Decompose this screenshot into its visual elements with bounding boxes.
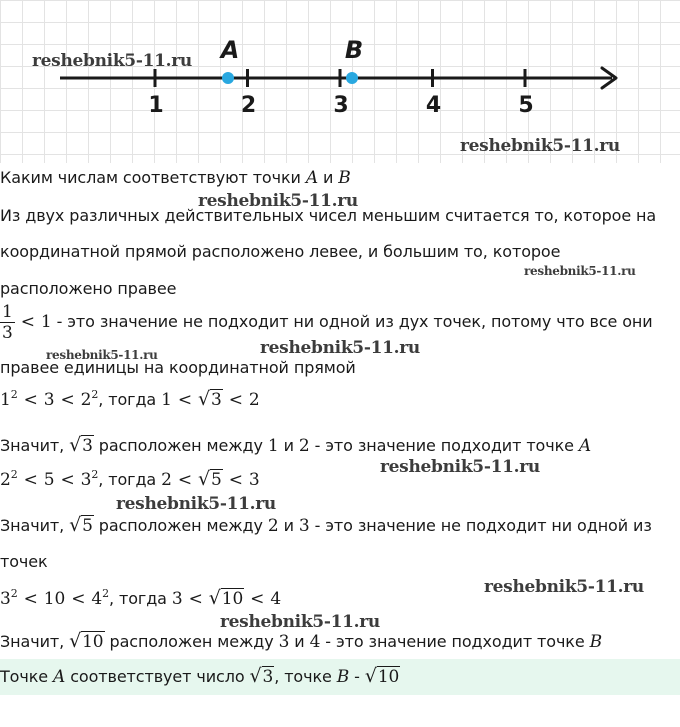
less-than-sign: < bbox=[23, 470, 38, 490]
watermark: reshebnik5-11.ru bbox=[524, 264, 636, 278]
between-text: расположен между bbox=[93, 516, 268, 535]
conclusion-sqrt5 bbox=[0, 514, 652, 536]
rule-line-1: Из двух различных действительных чисел меньшим считается то, которое на bbox=[0, 206, 657, 225]
sqrt-icon: √ bbox=[69, 434, 82, 456]
exponent: 2 bbox=[10, 587, 18, 600]
math-number: 1 bbox=[40, 312, 52, 332]
math-number: 2 bbox=[161, 470, 172, 490]
point-b-dot bbox=[346, 72, 358, 84]
exponent: 2 bbox=[91, 388, 99, 401]
fraction-one-third bbox=[0, 302, 15, 343]
math-number: 3 bbox=[248, 470, 260, 490]
math-var-b: B bbox=[589, 632, 602, 652]
point-a-label: A bbox=[220, 36, 240, 64]
conclusion-text: Значит, bbox=[0, 516, 70, 535]
fraction-numerator: 1 bbox=[2, 302, 13, 322]
less-than-sign: < bbox=[228, 390, 243, 410]
conclusion-sqrt3 bbox=[0, 434, 591, 456]
answer-text: , точке bbox=[274, 667, 337, 686]
radicand: 3 bbox=[211, 390, 222, 410]
watermark: reshebnik5-11.ru bbox=[484, 577, 644, 597]
fraction-explanation: - это значение не подходит ни одной из дух точек, потому что все они bbox=[51, 312, 653, 331]
sqrt-10 bbox=[69, 632, 104, 652]
math-number: 2 bbox=[248, 390, 260, 410]
radicand: 10 bbox=[221, 589, 244, 609]
fits-text: - это значение подходит точке bbox=[309, 436, 579, 455]
answer-dash: - bbox=[349, 667, 365, 686]
watermark: reshebnik5-11.ru bbox=[380, 457, 540, 477]
sqrt-3 bbox=[250, 667, 275, 687]
sqrt-icon: √ bbox=[69, 630, 82, 652]
math-number: 2 bbox=[80, 390, 92, 410]
less-than-sign: < bbox=[23, 589, 38, 609]
sqrt-10 bbox=[209, 589, 244, 609]
math-number: 3 bbox=[298, 516, 310, 536]
point-b-label: B bbox=[344, 36, 364, 64]
inequality-sqrt3 bbox=[0, 388, 260, 410]
answer-line bbox=[0, 665, 400, 687]
conclusion-sqrt10 bbox=[0, 630, 602, 652]
math-var-b: B bbox=[338, 168, 351, 188]
watermark: reshebnik5-11.ru bbox=[32, 51, 192, 71]
watermark: reshebnik5-11.ru bbox=[260, 338, 420, 358]
conclusion-text: Значит, bbox=[0, 632, 70, 651]
fraction-denominator: 3 bbox=[2, 323, 13, 343]
axis-tick-label: 1 bbox=[148, 93, 164, 118]
math-number: 3 bbox=[0, 589, 11, 609]
sqrt-3 bbox=[69, 436, 94, 456]
less-than-sign: < bbox=[188, 589, 203, 609]
math-number: 3 bbox=[171, 589, 183, 609]
fits-text: - это значение подходит точке bbox=[320, 632, 590, 651]
sqrt-10 bbox=[365, 667, 400, 687]
less-than-sign: < bbox=[60, 470, 75, 490]
less-than-sign: < bbox=[250, 589, 265, 609]
sqrt-icon: √ bbox=[208, 587, 221, 609]
math-number: 1 bbox=[0, 390, 11, 410]
conclusion-text: Значит, bbox=[0, 436, 70, 455]
less-than-sign: < bbox=[60, 390, 75, 410]
fraction-line-2: правее единицы на координатной прямой bbox=[0, 358, 356, 377]
fraction-line bbox=[0, 302, 653, 343]
and-text: и bbox=[278, 516, 299, 535]
math-var-a: A bbox=[578, 436, 592, 456]
axis-tick-label: 3 bbox=[333, 93, 349, 118]
fits-none-text: - это значение не подходит ни одной из bbox=[309, 516, 652, 535]
radicand: 10 bbox=[82, 632, 104, 652]
point-a-dot bbox=[222, 72, 234, 84]
math-number: 3 bbox=[278, 632, 290, 652]
inequality-sqrt5 bbox=[0, 468, 260, 490]
math-var-a: A bbox=[53, 667, 66, 687]
answer-text: Точке bbox=[0, 667, 54, 686]
math-number: 2 bbox=[0, 470, 11, 490]
sqrt-icon: √ bbox=[198, 468, 211, 490]
radicand: 3 bbox=[262, 667, 274, 687]
axis-tick-label: 5 bbox=[518, 93, 534, 118]
axis-tick-label: 2 bbox=[240, 93, 257, 118]
math-number: 4 bbox=[309, 632, 321, 652]
math-number: 2 bbox=[298, 436, 310, 456]
sqrt-icon: √ bbox=[69, 514, 82, 536]
rule-line-2: координатной прямой расположено левее, и большим то, которое bbox=[0, 242, 561, 261]
then-text: , тогда bbox=[109, 589, 172, 608]
less-than-sign: < bbox=[20, 312, 35, 332]
inequality-sqrt10 bbox=[0, 587, 281, 609]
exponent: 2 bbox=[10, 388, 18, 401]
math-number: 3 bbox=[43, 390, 55, 410]
and-text: и bbox=[278, 436, 299, 455]
less-than-sign: < bbox=[71, 589, 86, 609]
less-than-sign: < bbox=[228, 470, 243, 490]
exponent: 2 bbox=[91, 468, 99, 481]
watermark: reshebnik5-11.ru bbox=[46, 348, 158, 362]
watermark: reshebnik5-11.ru bbox=[460, 136, 620, 156]
answer-text: соответствует число bbox=[65, 667, 250, 686]
question-line bbox=[0, 168, 351, 188]
between-text: расположен между bbox=[93, 436, 268, 455]
sqrt-icon: √ bbox=[364, 665, 377, 687]
math-number: 4 bbox=[91, 589, 103, 609]
watermark: reshebnik5-11.ru bbox=[198, 191, 358, 211]
sqrt-5 bbox=[69, 516, 94, 536]
math-number: 2 bbox=[267, 516, 279, 536]
math-number: 1 bbox=[161, 390, 172, 410]
math-number: 1 bbox=[267, 436, 279, 456]
sqrt-5 bbox=[198, 470, 223, 490]
then-text: , тогда bbox=[98, 390, 162, 409]
rule-line-3: расположено правее bbox=[0, 279, 177, 298]
sqrt-3 bbox=[198, 390, 223, 410]
less-than-sign: < bbox=[177, 470, 192, 490]
exponent: 2 bbox=[10, 468, 18, 481]
math-number: 3 bbox=[80, 470, 92, 490]
axis-tick-label: 4 bbox=[425, 93, 442, 118]
and-text: и bbox=[318, 168, 339, 187]
conclusion-sqrt5-line-2: точек bbox=[0, 552, 48, 571]
exponent: 2 bbox=[102, 587, 109, 600]
less-than-sign: < bbox=[177, 390, 192, 410]
watermark: reshebnik5-11.ru bbox=[116, 494, 276, 514]
number-line-figure bbox=[0, 0, 680, 163]
question-text: Каким числам соответствуют точки bbox=[0, 168, 306, 187]
radicand: 5 bbox=[211, 470, 222, 490]
math-number: 4 bbox=[270, 589, 282, 609]
and-text: и bbox=[289, 632, 310, 651]
then-text: , тогда bbox=[98, 470, 162, 489]
sqrt-icon: √ bbox=[198, 388, 211, 410]
math-number: 10 bbox=[43, 589, 66, 609]
between-text: расположен между bbox=[104, 632, 279, 651]
radicand: 3 bbox=[82, 436, 93, 456]
watermark: reshebnik5-11.ru bbox=[220, 612, 380, 632]
less-than-sign: < bbox=[23, 390, 38, 410]
math-var-a: A bbox=[305, 168, 318, 188]
math-number: 5 bbox=[43, 470, 55, 490]
sqrt-icon: √ bbox=[249, 665, 262, 687]
math-var-b: B bbox=[336, 667, 350, 687]
radicand: 10 bbox=[377, 667, 400, 687]
radicand: 5 bbox=[82, 516, 93, 536]
